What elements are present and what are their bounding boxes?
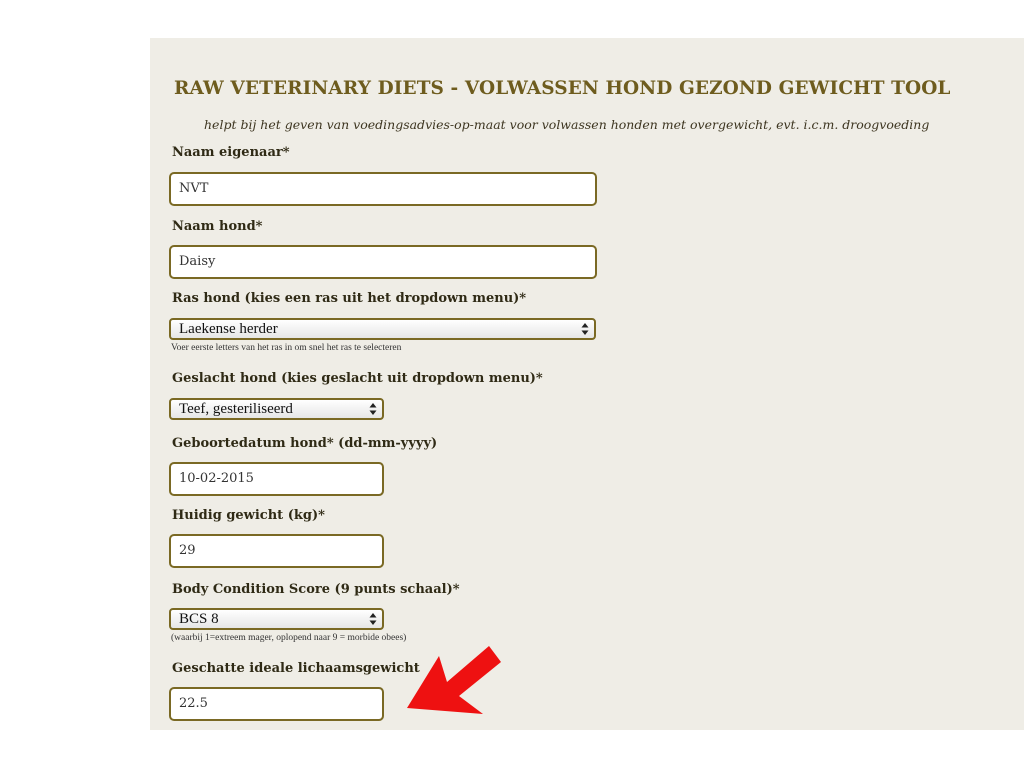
- breed-select[interactable]: [169, 318, 596, 340]
- bcs-label: Body Condition Score (9 punts schaal)*: [172, 582, 460, 597]
- weight-input-value: 29: [179, 543, 196, 558]
- sex-label: Geslacht hond (kies geslacht uit dropdown menu)*: [172, 371, 543, 386]
- page-subtitle: helpt bij het geven van voedingsadvies-op-maat voor volwassen honden met overgewicht, evt. i.c.m. droogvoeding: [204, 117, 930, 132]
- owner-input-value: NVT: [179, 181, 209, 196]
- sex-select[interactable]: [169, 398, 384, 420]
- updown-chevron-icon: [369, 402, 377, 416]
- breed-select-value: Laekense herder: [179, 321, 278, 337]
- breed-hint: Voer eerste letters van het ras in om snel het ras te selecteren: [171, 343, 402, 353]
- bcs-hint: (waarbij 1=extreem mager, oplopend naar 9 = morbide obees): [171, 633, 407, 643]
- dob-label: Geboortedatum hond* (dd-mm-yyyy): [172, 436, 438, 451]
- weight-input[interactable]: [169, 534, 384, 568]
- updown-chevron-icon: [581, 322, 589, 336]
- updown-chevron-icon: [369, 612, 377, 626]
- page-title: RAW VETERINARY DIETS - VOLWASSEN HOND GEZOND GEWICHT TOOL: [174, 78, 951, 99]
- dob-input-value: 10-02-2015: [179, 471, 254, 486]
- weight-label: Huidig gewicht (kg)*: [172, 508, 325, 523]
- ideal-weight-input-value: 22.5: [179, 696, 208, 711]
- ideal-weight-label: Geschatte ideale lichaamsgewicht: [172, 661, 420, 676]
- dob-input[interactable]: [169, 462, 384, 496]
- ideal-weight-input[interactable]: [169, 687, 384, 721]
- sex-select-value: Teef, gesteriliseerd: [179, 401, 293, 417]
- dog-name-label: Naam hond*: [172, 219, 263, 234]
- dog-name-input[interactable]: [169, 245, 597, 279]
- breed-label: Ras hond (kies een ras uit het dropdown menu)*: [172, 291, 527, 306]
- owner-label: Naam eigenaar*: [172, 145, 290, 160]
- bcs-select[interactable]: [169, 608, 384, 630]
- dog-name-input-value: Daisy: [179, 254, 216, 269]
- owner-input[interactable]: [169, 172, 597, 206]
- red-arrow-icon: [403, 640, 503, 735]
- bcs-select-value: BCS 8: [179, 611, 219, 627]
